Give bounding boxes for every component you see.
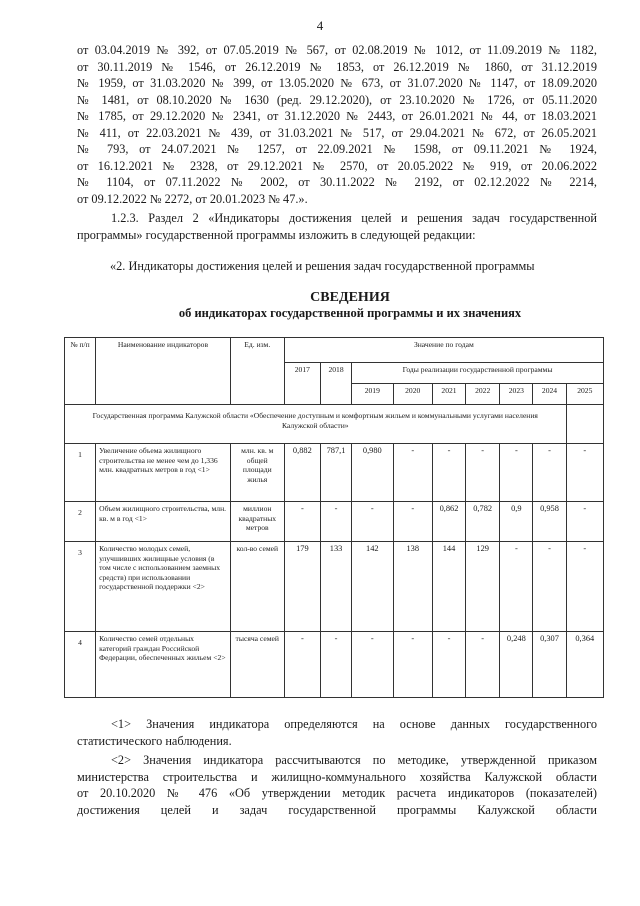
row-unit: млн. кв. м общей площади жилья xyxy=(230,444,284,502)
header-year: 2017 xyxy=(284,363,320,405)
row-value: - xyxy=(566,542,603,632)
intro-line: от 30.11.2019 № 1546, от 26.12.2019 № 1853, от 26.12.2019 № 1860, от 31.12.2019 xyxy=(77,59,597,74)
row-value: - xyxy=(500,542,533,632)
row-name: Объем жилищного строительства, млн. кв. м в год <1> xyxy=(96,502,231,542)
header-values-by-year: Значение по годам xyxy=(284,338,603,363)
row-value: 144 xyxy=(432,542,465,632)
footnote-line: <2> Значения индикатора рассчитываются по методике, утвержденной приказом xyxy=(111,753,597,767)
intro-line: от 03.04.2019 № 392, от 07.05.2019 № 567, от 02.08.2019 № 1012, от 11.09.2019 № 1182, xyxy=(77,43,597,57)
header-year: 2021 xyxy=(432,384,465,405)
row-name: Количество семей отдельных категорий граждан Российской Федерации, обеспеченных жильем <2> xyxy=(96,632,231,698)
clause-line: программы» государственной программы изложить в следующей редакции: xyxy=(77,227,476,242)
row-value: 0,9 xyxy=(500,502,533,542)
footnote-line: <1> Значения индикатора определяются на основе данных государственного xyxy=(111,717,597,731)
header-year: 2022 xyxy=(466,384,500,405)
intro-line: № 1959, от 31.03.2020 № 399, от 13.05.2020 № 673, от 31.07.2020 № 1147, от 18.09.2020 xyxy=(77,76,597,90)
program-name: Государственная программа Калужской области «Обеспечение доступным и комфортным жильем и коммунальными услугами населения Калужской области» xyxy=(65,405,567,444)
row-value: 0,248 xyxy=(500,632,533,698)
intro-line: № 411, от 22.03.2021 № 439, от 31.03.2021 № 517, от 29.04.2021 № 672, от 26.05.2021 xyxy=(77,125,597,140)
row-value: - xyxy=(320,632,351,698)
intro-line: № 1104, от 07.11.2022 № 2002, от 30.11.2022 № 2192, от 02.12.2022 № 2214, xyxy=(77,175,597,189)
row-value: - xyxy=(566,502,603,542)
header-name: Наименование индикаторов xyxy=(96,338,231,405)
footnote-line: достижения целей и задач государственной программы Калужской области xyxy=(77,802,597,817)
row-value: 0,862 xyxy=(432,502,465,542)
program-row-empty xyxy=(566,405,603,444)
row-num: 3 xyxy=(65,542,96,632)
footnote-line: статистического наблюдения. xyxy=(77,733,232,748)
clause-line: 1.2.3. Раздел 2 «Индикаторы достижения целей и решения задач государственной xyxy=(111,211,597,225)
table-row xyxy=(65,444,604,502)
row-value: - xyxy=(432,444,465,502)
footnote-line: министерства строительства и жилищно-коммунального хозяйства Калужской области xyxy=(77,769,597,784)
header-year: 2020 xyxy=(393,384,432,405)
row-value: 0,958 xyxy=(533,502,566,542)
row-value: 129 xyxy=(466,542,500,632)
footnote-2 xyxy=(77,752,597,818)
row-num: 4 xyxy=(65,632,96,698)
row-value: 0,364 xyxy=(566,632,603,698)
row-value: - xyxy=(500,444,533,502)
row-value: - xyxy=(393,632,432,698)
header-implementation-years: Годы реализации государственной программы xyxy=(352,363,604,384)
row-value: 0,882 xyxy=(284,444,320,502)
intro-paragraph xyxy=(77,42,597,207)
footnote-line: от 20.10.2020 № 476 «Об утверждении методик расчета индикаторов (показателей) xyxy=(77,786,597,800)
row-value: 0,307 xyxy=(533,632,566,698)
header-unit: Ед. изм. xyxy=(230,338,284,405)
table-row xyxy=(65,502,604,542)
indicators-table xyxy=(64,337,604,698)
header-num: № п/п xyxy=(65,338,96,405)
row-value: - xyxy=(320,502,351,542)
row-value: - xyxy=(466,444,500,502)
row-value: - xyxy=(284,502,320,542)
row-value: 133 xyxy=(320,542,351,632)
intro-line: от 16.12.2021 № 2328, от 29.12.2021 № 2570, от 20.05.2022 № 919, от 20.06.2022 xyxy=(77,158,597,173)
section-heading: «2. Индикаторы достижения целей и решения задач государственной программы xyxy=(110,259,535,273)
row-value: 142 xyxy=(352,542,393,632)
row-value: 0,782 xyxy=(466,502,500,542)
row-name: Увеличение объема жилищного строительства не менее чем до 1,336 млн. квадратных метров в год <1> xyxy=(96,444,231,502)
page-number: 4 xyxy=(316,18,324,33)
row-num: 2 xyxy=(65,502,96,542)
row-value: - xyxy=(352,632,393,698)
row-value: - xyxy=(393,444,432,502)
header-year: 2025 xyxy=(566,384,603,405)
row-value: 179 xyxy=(284,542,320,632)
row-unit: кол-во семей xyxy=(230,542,284,632)
row-value: - xyxy=(432,632,465,698)
footnote-1 xyxy=(77,716,597,749)
row-value: 787,1 xyxy=(320,444,351,502)
row-value: - xyxy=(533,444,566,502)
row-name: Количество молодых семей, улучшивших жилищные условия (в том числе с использованием заемных средств) при использовании государственной поддержки <2> xyxy=(96,542,231,632)
row-num: 1 xyxy=(65,444,96,502)
row-value: - xyxy=(284,632,320,698)
document-subtitle: об индикаторах государственной программы и их значениях xyxy=(178,306,522,320)
row-value: - xyxy=(566,444,603,502)
intro-line: от 09.12.2022 № 2272, от 20.01.2023 № 47.». xyxy=(77,191,308,206)
row-value: - xyxy=(533,542,566,632)
row-unit: миллион квадратных метров xyxy=(230,502,284,542)
table-row xyxy=(65,632,604,698)
row-value: 138 xyxy=(393,542,432,632)
intro-line: № 1481, от 08.10.2020 № 1630 (ред. 29.12.2020), от 23.10.2020 № 1726, от 05.11.2020 xyxy=(77,92,597,107)
clause-paragraph xyxy=(77,210,597,243)
header-year: 2024 xyxy=(533,384,566,405)
row-value: - xyxy=(352,502,393,542)
row-value: 0,980 xyxy=(352,444,393,502)
header-year: 2018 xyxy=(320,363,351,405)
header-year: 2019 xyxy=(352,384,393,405)
intro-line: № 793, от 24.07.2021 № 1257, от 22.09.2021 № 1598, от 09.11.2021 № 1924, xyxy=(77,142,597,156)
table-row xyxy=(65,542,604,632)
row-value: - xyxy=(466,632,500,698)
program-row xyxy=(65,405,604,444)
document-title: СВЕДЕНИЯ xyxy=(310,290,390,305)
intro-line: № 1785, от 29.12.2020 № 2341, от 31.12.2020 № 2443, от 26.01.2021 № 44, от 18.03.2021 xyxy=(77,109,597,123)
row-value: - xyxy=(393,502,432,542)
table-header-row xyxy=(65,338,604,363)
row-unit: тысяча семей xyxy=(230,632,284,698)
header-year: 2023 xyxy=(500,384,533,405)
